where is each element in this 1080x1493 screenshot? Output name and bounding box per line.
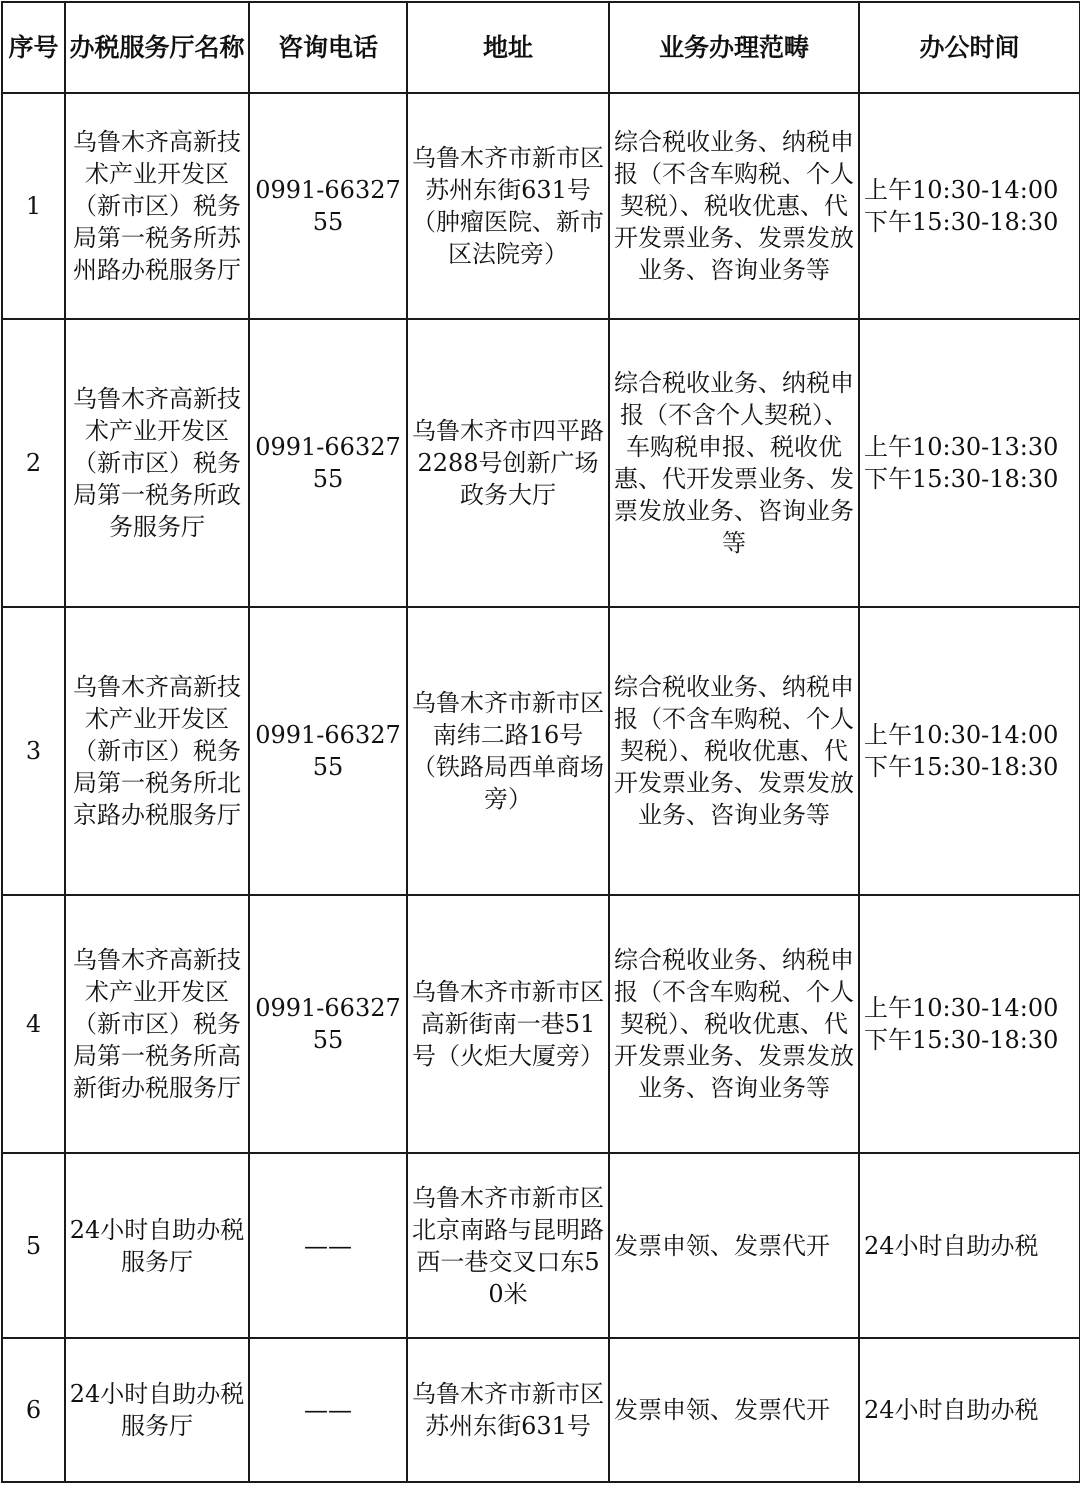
cell-phone: 0991-6632755 bbox=[249, 895, 407, 1153]
header-phone: 咨询电话 bbox=[249, 2, 407, 93]
table-row bbox=[2, 607, 1080, 895]
cell-name: 乌鲁木齐高新技术产业开发区（新市区）税务局第一税务所高新街办税服务厅 bbox=[65, 895, 249, 1153]
cell-address: 乌鲁木齐市新市区苏州东街631号 bbox=[407, 1338, 609, 1482]
cell-scope: 综合税收业务、纳税申报（不含个人契税）、车购税申报、税收优惠、代开发票业务、发票发放业务、咨询业务等 bbox=[609, 319, 859, 607]
tax-service-hall-table bbox=[1, 1, 1080, 1483]
cell-phone: —— bbox=[249, 1338, 407, 1482]
cell-name: 24小时自助办税服务厅 bbox=[65, 1338, 249, 1482]
cell-scope: 综合税收业务、纳税申报（不含车购税、个人契税）、税收优惠、代开发票业务、发票发放业务、咨询业务等 bbox=[609, 607, 859, 895]
cell-address: 乌鲁木齐市新市区高新街南一巷51号（火炬大厦旁） bbox=[407, 895, 609, 1153]
table-row bbox=[2, 93, 1080, 319]
header-name: 办税服务厅名称 bbox=[65, 2, 249, 93]
table-row bbox=[2, 1153, 1080, 1338]
cell-address: 乌鲁木齐市新市区南纬二路16号（铁路局西单商场旁） bbox=[407, 607, 609, 895]
cell-name: 乌鲁木齐高新技术产业开发区（新市区）税务局第一税务所苏州路办税服务厅 bbox=[65, 93, 249, 319]
cell-scope: 综合税收业务、纳税申报（不含车购税、个人契税）、税收优惠、代开发票业务、发票发放业务、咨询业务等 bbox=[609, 93, 859, 319]
cell-address: 乌鲁木齐市新市区苏州东街631号（肿瘤医院、新市区法院旁） bbox=[407, 93, 609, 319]
header-index: 序号 bbox=[2, 2, 65, 93]
cell-index: 5 bbox=[2, 1153, 65, 1338]
table-row bbox=[2, 895, 1080, 1153]
cell-scope: 发票申领、发票代开 bbox=[609, 1153, 859, 1338]
cell-index: 6 bbox=[2, 1338, 65, 1482]
table-row bbox=[2, 1338, 1080, 1482]
header-hours: 办公时间 bbox=[859, 2, 1080, 93]
cell-scope: 发票申领、发票代开 bbox=[609, 1338, 859, 1482]
cell-phone: 0991-6632755 bbox=[249, 93, 407, 319]
cell-index: 4 bbox=[2, 895, 65, 1153]
cell-hours: 上午10:30-14:00 下午15:30-18:30 bbox=[859, 607, 1080, 895]
cell-scope: 综合税收业务、纳税申报（不含车购税、个人契税）、税收优惠、代开发票业务、发票发放业务、咨询业务等 bbox=[609, 895, 859, 1153]
cell-index: 3 bbox=[2, 607, 65, 895]
cell-hours: 24小时自助办税 bbox=[859, 1153, 1080, 1338]
cell-index: 1 bbox=[2, 93, 65, 319]
cell-name: 乌鲁木齐高新技术产业开发区（新市区）税务局第一税务所北京路办税服务厅 bbox=[65, 607, 249, 895]
cell-name: 24小时自助办税服务厅 bbox=[65, 1153, 249, 1338]
cell-hours: 上午10:30-14:00 下午15:30-18:30 bbox=[859, 895, 1080, 1153]
cell-address: 乌鲁木齐市新市区北京南路与昆明路西一巷交叉口东50米 bbox=[407, 1153, 609, 1338]
header-address: 地址 bbox=[407, 2, 609, 93]
header-scope: 业务办理范畴 bbox=[609, 2, 859, 93]
cell-phone: 0991-6632755 bbox=[249, 607, 407, 895]
cell-phone: 0991-6632755 bbox=[249, 319, 407, 607]
table-row bbox=[2, 319, 1080, 607]
cell-index: 2 bbox=[2, 319, 65, 607]
header-row bbox=[2, 2, 1080, 93]
cell-hours: 上午10:30-14:00 下午15:30-18:30 bbox=[859, 93, 1080, 319]
cell-address: 乌鲁木齐市四平路2288号创新广场政务大厅 bbox=[407, 319, 609, 607]
cell-name: 乌鲁木齐高新技术产业开发区（新市区）税务局第一税务所政务服务厅 bbox=[65, 319, 249, 607]
cell-hours: 上午10:30-13:30 下午15:30-18:30 bbox=[859, 319, 1080, 607]
cell-hours: 24小时自助办税 bbox=[859, 1338, 1080, 1482]
cell-phone: —— bbox=[249, 1153, 407, 1338]
